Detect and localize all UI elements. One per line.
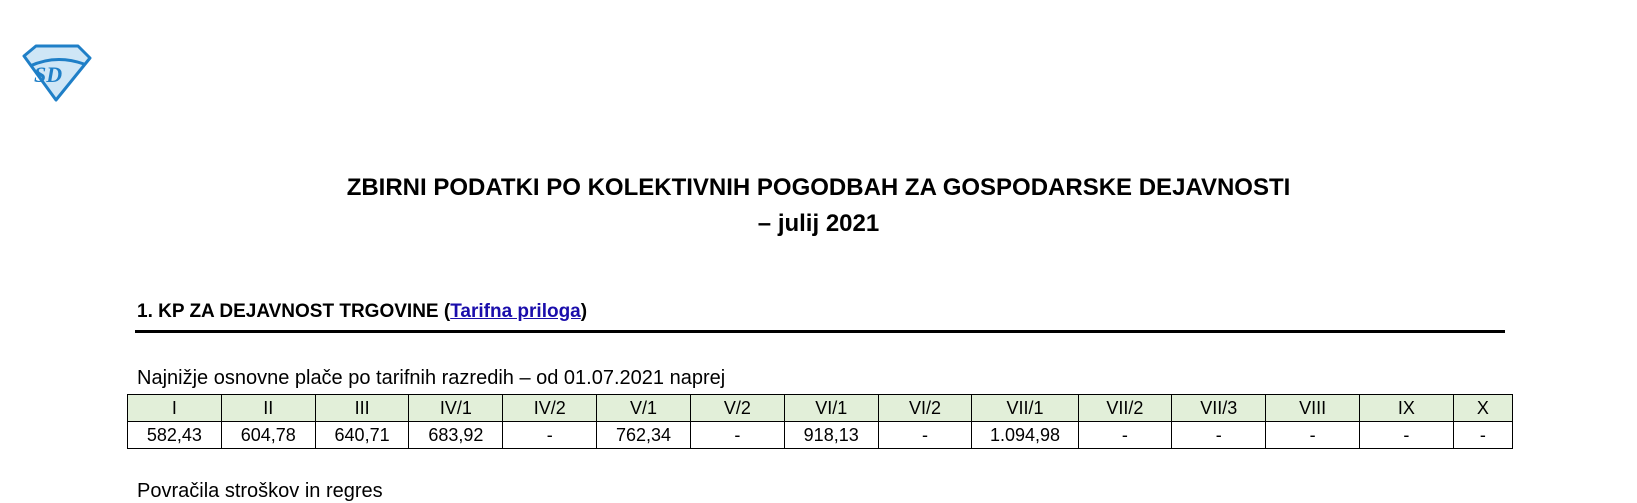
tariff-class-header: VII/2 <box>1078 395 1172 422</box>
company-logo-icon <box>20 44 92 102</box>
section-1-heading <box>137 300 587 324</box>
document-title <box>0 170 1637 242</box>
tariff-class-header: IV/1 <box>409 395 503 422</box>
title-line-1: ZBIRNI PODATKI PO KOLEKTIVNIH POGODBAH ZA GOSPODARSKE DEJAVNOSTI <box>346 174 1291 201</box>
tariff-class-header: VI/1 <box>784 395 878 422</box>
wage-value-cell: - <box>1266 422 1360 449</box>
wage-value-cell: - <box>1172 422 1266 449</box>
tariff-class-header: VII/1 <box>972 395 1078 422</box>
wage-value-cell: 1.094,98 <box>972 422 1078 449</box>
wage-value-cell: 918,13 <box>784 422 878 449</box>
wage-value-cell: - <box>1453 422 1512 449</box>
tariff-class-header: IV/2 <box>503 395 597 422</box>
wage-value-cell: 640,71 <box>315 422 409 449</box>
table-row <box>128 422 1513 449</box>
tariff-class-header: VIII <box>1266 395 1360 422</box>
tariff-class-header: V/2 <box>690 395 784 422</box>
tariff-class-header: I <box>128 395 222 422</box>
section-divider <box>135 330 1505 333</box>
wage-value-cell: 604,78 <box>221 422 315 449</box>
wage-value-cell: 582,43 <box>128 422 222 449</box>
wage-value-cell: 683,92 <box>409 422 503 449</box>
tariff-wage-table <box>127 394 1513 449</box>
section-1-prefix: 1. KP ZA DEJAVNOST TRGOVINE ( <box>137 301 451 322</box>
tariff-class-header: IX <box>1360 395 1454 422</box>
tariff-class-header: X <box>1453 395 1512 422</box>
tariff-class-header: V/1 <box>597 395 691 422</box>
wage-value-cell: 762,34 <box>597 422 691 449</box>
tariff-class-header: VII/3 <box>1172 395 1266 422</box>
wage-value-cell: - <box>690 422 784 449</box>
wage-value-cell: - <box>1078 422 1172 449</box>
tariff-class-header: III <box>315 395 409 422</box>
svg-text:SD: SD <box>34 62 63 87</box>
table-header-row <box>128 395 1513 422</box>
wage-value-cell: - <box>503 422 597 449</box>
tariff-class-header: II <box>221 395 315 422</box>
title-line-2: – julij 2021 <box>757 210 880 237</box>
tariff-class-header: VI/2 <box>878 395 972 422</box>
expenses-subheading: Povračila stroškov in regres <box>137 480 383 502</box>
minimum-wages-subheading: Najnižje osnovne plače po tarifnih razredih – od 01.07.2021 naprej <box>137 367 726 389</box>
section-1-suffix: ) <box>580 301 588 322</box>
wage-value-cell: - <box>878 422 972 449</box>
tariff-attachment-link[interactable]: Tarifna priloga <box>450 301 581 322</box>
wage-value-cell: - <box>1360 422 1454 449</box>
